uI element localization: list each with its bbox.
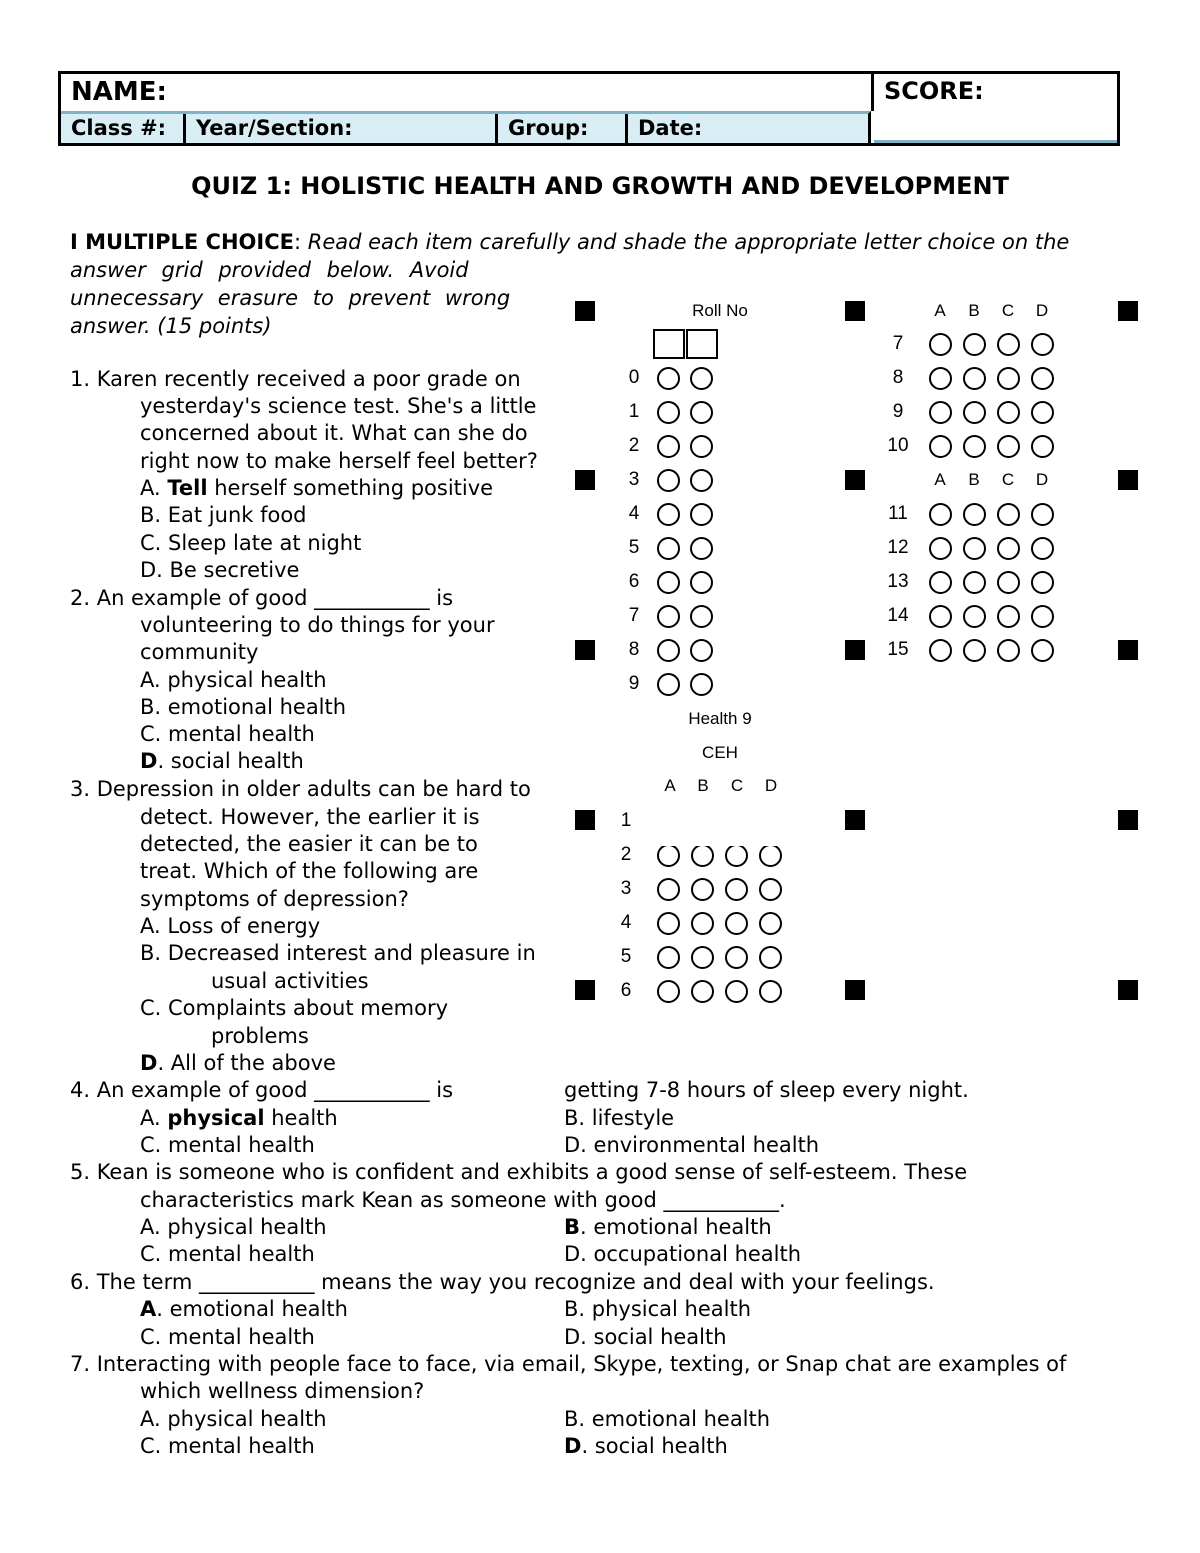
answer-bubble-b[interactable]: [963, 571, 986, 594]
answer-bubble-b[interactable]: [963, 435, 986, 458]
roll-digit-bubble[interactable]: [690, 367, 713, 390]
item-number: 3: [620, 878, 632, 899]
answer-bubble-c[interactable]: [997, 605, 1020, 628]
answer-bubble-c[interactable]: [997, 639, 1020, 662]
answer-bubble-c[interactable]: [997, 571, 1020, 594]
answer-bubble-c[interactable]: [997, 401, 1020, 424]
q7-stem-2: which wellness dimension?: [140, 1379, 425, 1403]
q1-option-a-bold: Tell: [167, 476, 208, 500]
q2-option-a: A. physical health: [140, 668, 327, 692]
registration-mark: [575, 301, 595, 321]
roll-digit-bubble[interactable]: [657, 367, 680, 390]
answer-bubble-b[interactable]: [691, 878, 714, 901]
registration-mark: [1118, 640, 1138, 660]
registration-mark: [845, 640, 865, 660]
answer-bubble-d[interactable]: [759, 980, 782, 1003]
answer-bubble-c[interactable]: [725, 912, 748, 935]
instructions-line-1: [70, 229, 1069, 256]
answer-bubble-a[interactable]: [657, 844, 680, 867]
answer-bubble-d[interactable]: [1031, 435, 1054, 458]
q6-option-c: C. mental health: [140, 1325, 315, 1349]
q6-option-a-letter: A: [140, 1297, 157, 1321]
letter-header: D: [764, 776, 778, 795]
q5-stem-2: characteristics mark Kean as someone with good ___________.: [140, 1188, 786, 1212]
letter-header: B: [697, 776, 709, 795]
answer-bubble-c[interactable]: [997, 503, 1020, 526]
q1-option-a: [140, 475, 493, 502]
letter-header: C: [1001, 301, 1015, 320]
answer-bubble-b[interactable]: [963, 605, 986, 628]
roll-digit-bubble[interactable]: [690, 571, 713, 594]
registration-mark: [845, 301, 865, 321]
q2-stem-2: volunteering to do things for your: [140, 613, 495, 637]
roll-digit-bubble[interactable]: [657, 469, 680, 492]
class-code-label: CEH: [702, 743, 738, 762]
answer-bubble-c[interactable]: [725, 878, 748, 901]
q1-option-a-letter: A.: [140, 476, 168, 500]
answer-bubble-a[interactable]: [657, 878, 680, 901]
instructions-line-2: answer grid provided below. Avoid: [70, 258, 469, 282]
name-label: NAME:: [71, 77, 167, 107]
answer-bubble-b[interactable]: [691, 912, 714, 935]
q1-option-a-text: herself something positive: [207, 476, 494, 500]
roll-no-box-2[interactable]: [686, 329, 718, 359]
quiz-title: QUIZ 1: HOLISTIC HEALTH AND GROWTH AND DEVELOPMENT: [191, 172, 1009, 200]
answer-bubble-c[interactable]: [725, 980, 748, 1003]
item-number: 4: [620, 912, 632, 933]
q1-option-c: C. Sleep late at night: [140, 531, 362, 555]
roll-digit-bubble[interactable]: [657, 639, 680, 662]
roll-digit-bubble[interactable]: [690, 537, 713, 560]
roll-digit-bubble[interactable]: [657, 435, 680, 458]
q5-option-b-text: . emotional health: [580, 1215, 772, 1239]
roll-digit-bubble[interactable]: [690, 639, 713, 662]
q1-stem-2: yesterday's science test. She's a little: [140, 394, 537, 418]
q6-option-a-text: . emotional health: [156, 1297, 348, 1321]
instructions-line-4: answer. (15 points): [70, 314, 272, 338]
q1-stem-1: 1. Karen recently received a poor grade on: [70, 367, 521, 391]
answer-bubble-d[interactable]: [1031, 401, 1054, 424]
q4-stem-1b: getting 7-8 hours of sleep every night.: [564, 1078, 969, 1102]
q3-option-c-2: problems: [211, 1024, 309, 1048]
instructions-part-label: I MULTIPLE CHOICE: [70, 230, 294, 254]
q3-option-b-1: B. Decreased interest and pleasure in: [140, 941, 536, 965]
answer-bubble-a[interactable]: [929, 401, 952, 424]
item-number: 5: [620, 946, 632, 967]
registration-mark: [1118, 980, 1138, 1000]
roll-digit-bubble[interactable]: [657, 401, 680, 424]
answer-bubble-b[interactable]: [691, 946, 714, 969]
year-section-field[interactable]: [183, 114, 495, 143]
q3-option-b-2: usual activities: [211, 969, 369, 993]
item-number: 9: [892, 401, 904, 422]
q7-option-d-text: . social health: [581, 1434, 728, 1458]
answer-bubble-c[interactable]: [725, 946, 748, 969]
q7-option-b: B. emotional health: [564, 1407, 771, 1431]
roll-digit-label: 8: [628, 639, 640, 660]
instructions-line-3: unnecessary erasure to prevent wrong: [70, 286, 511, 310]
date-label: Date:: [638, 116, 703, 140]
q6-option-b: B. physical health: [564, 1297, 752, 1321]
letter-header: A: [934, 301, 946, 320]
roll-digit-label: 3: [628, 469, 640, 490]
registration-mark: [575, 470, 595, 490]
q1-stem-3: concerned about it. What can she do: [140, 421, 528, 445]
answer-bubble-b[interactable]: [963, 639, 986, 662]
roll-digit-label: 5: [628, 537, 640, 558]
instructions-text-1: Read each item carefully and shade the appropriate letter choice on the: [307, 230, 1070, 254]
registration-mark: [845, 470, 865, 490]
q7-option-c: C. mental health: [140, 1434, 315, 1458]
q4-option-a-letter: A.: [140, 1106, 168, 1130]
date-field[interactable]: [625, 114, 868, 143]
q4-option-b: B. lifestyle: [564, 1106, 675, 1130]
q4-option-a: [140, 1105, 338, 1132]
group-field[interactable]: [495, 114, 625, 143]
answer-bubble-d[interactable]: [1031, 367, 1054, 390]
item-number: 6: [620, 980, 632, 1001]
answer-bubble-a[interactable]: [929, 571, 952, 594]
q5-option-b: [564, 1214, 772, 1241]
q2-stem-1: 2. An example of good ___________ is: [70, 586, 454, 610]
answer-bubble-b[interactable]: [963, 401, 986, 424]
answer-bubble-a[interactable]: [929, 503, 952, 526]
roll-digit-label: 1: [628, 401, 640, 422]
answer-bubble-a[interactable]: [929, 537, 952, 560]
q7-option-d-letter: D: [564, 1434, 582, 1458]
answer-bubble-a[interactable]: [657, 946, 680, 969]
answer-bubble-b[interactable]: [963, 503, 986, 526]
item-number: 7: [892, 333, 904, 354]
q3-option-d: [140, 1050, 336, 1077]
registration-mark: [575, 810, 595, 830]
q3-stem-2: detect. However, the earlier it is: [140, 805, 480, 829]
roll-no-label: Roll No: [692, 301, 748, 320]
letter-header: B: [968, 470, 980, 489]
registration-mark: [1118, 301, 1138, 321]
roll-digit-label: 0: [628, 367, 640, 388]
letter-header: A: [934, 470, 946, 489]
registration-mark: [1118, 810, 1138, 830]
score-field[interactable]: [874, 74, 1117, 143]
q5-option-b-letter: B: [564, 1215, 581, 1239]
info-row: [61, 111, 871, 143]
answer-bubble-d[interactable]: [759, 946, 782, 969]
answer-bubble-c[interactable]: [997, 537, 1020, 560]
answer-bubble-c[interactable]: [725, 844, 748, 867]
answer-bubble-d[interactable]: [759, 878, 782, 901]
q3-option-c-1: C. Complaints about memory: [140, 996, 449, 1020]
registration-mark: [845, 980, 865, 1000]
scan-gap: [650, 838, 790, 846]
letter-header: D: [1035, 301, 1049, 320]
q7-option-d: [564, 1433, 728, 1460]
answer-bubble-a[interactable]: [657, 980, 680, 1003]
roll-digit-bubble[interactable]: [657, 537, 680, 560]
q3-option-d-text: . All of the above: [157, 1051, 336, 1075]
q1-option-b: B. Eat junk food: [140, 503, 307, 527]
roll-digit-label: 2: [628, 435, 640, 456]
answer-bubble-a[interactable]: [929, 639, 952, 662]
answer-bubble-a[interactable]: [657, 912, 680, 935]
answer-bubble-d[interactable]: [759, 912, 782, 935]
letter-header: C: [730, 776, 744, 795]
roll-digit-bubble[interactable]: [690, 503, 713, 526]
item-number: 8: [892, 367, 904, 388]
q1-stem-4: right now to make herself feel better?: [140, 449, 538, 473]
answer-bubble-b[interactable]: [691, 844, 714, 867]
q4-option-a-bold: physical: [167, 1106, 265, 1130]
answer-bubble-d[interactable]: [759, 844, 782, 867]
answer-bubble-c[interactable]: [997, 435, 1020, 458]
roll-digit-bubble[interactable]: [690, 673, 713, 696]
registration-mark: [575, 980, 595, 1000]
letter-header: A: [664, 776, 676, 795]
q2-option-d-text: . social health: [157, 749, 304, 773]
answer-bubble-a[interactable]: [929, 605, 952, 628]
roll-no-box-1[interactable]: [653, 329, 685, 359]
q3-option-d-letter: D: [140, 1051, 158, 1075]
roll-digit-bubble[interactable]: [657, 673, 680, 696]
q4-option-a-text: health: [264, 1106, 338, 1130]
q4-option-d: D. environmental health: [564, 1133, 820, 1157]
q2-option-b: B. emotional health: [140, 695, 347, 719]
item-number: 1: [620, 810, 632, 831]
q2-option-c: C. mental health: [140, 722, 315, 746]
roll-digit-label: 9: [628, 673, 640, 694]
answer-bubble-a[interactable]: [929, 367, 952, 390]
roll-digit-bubble[interactable]: [657, 571, 680, 594]
q5-stem-1: 5. Kean is someone who is confident and exhibits a good sense of self-esteem. These: [70, 1160, 968, 1184]
answer-bubble-d[interactable]: [1031, 333, 1054, 356]
registration-mark: [845, 810, 865, 830]
letter-header: C: [1001, 470, 1015, 489]
q6-option-a: [140, 1296, 348, 1323]
name-field[interactable]: [61, 74, 874, 111]
score-underline: [874, 140, 1117, 143]
year-section-label: Year/Section:: [196, 116, 353, 140]
answer-bubble-d[interactable]: [1031, 571, 1054, 594]
q6-option-d: D. social health: [564, 1325, 727, 1349]
q4-stem-1a: 4. An example of good ___________ is: [70, 1078, 454, 1102]
item-number: 14: [887, 605, 909, 626]
q5-option-d: D. occupational health: [564, 1242, 802, 1266]
answer-bubble-b[interactable]: [691, 980, 714, 1003]
letter-header: B: [968, 301, 980, 320]
q2-option-d: [140, 748, 304, 775]
subject-label: Health 9: [688, 709, 752, 728]
q3-stem-3: detected, the easier it can be to: [140, 832, 478, 856]
q2-option-d-letter: D: [140, 749, 158, 773]
letter-header: D: [1035, 470, 1049, 489]
q7-option-a: A. physical health: [140, 1407, 327, 1431]
answer-bubble-d[interactable]: [1031, 537, 1054, 560]
student-info-header: [58, 71, 1120, 146]
clipped-letter-headers: [650, 776, 790, 795]
answer-bubble-c[interactable]: [997, 333, 1020, 356]
answer-bubble-b[interactable]: [963, 537, 986, 560]
roll-digit-bubble[interactable]: [690, 401, 713, 424]
item-number: 13: [887, 571, 909, 592]
item-number: 2: [620, 844, 632, 865]
item-number: 15: [887, 639, 909, 660]
roll-digit-label: 4: [628, 503, 640, 524]
q6-stem-1: 6. The term ___________ means the way you recognize and deal with your feelings.: [70, 1270, 935, 1294]
class-number-label: Class #:: [71, 116, 167, 140]
answer-bubble-b[interactable]: [963, 333, 986, 356]
registration-mark: [575, 640, 595, 660]
roll-digit-bubble[interactable]: [690, 469, 713, 492]
answer-bubble-d[interactable]: [1031, 503, 1054, 526]
group-label: Group:: [508, 116, 589, 140]
roll-digit-bubble[interactable]: [657, 605, 680, 628]
q3-stem-1: 3. Depression in older adults can be hard to: [70, 777, 531, 801]
q3-stem-5: symptoms of depression?: [140, 887, 409, 911]
q5-option-c: C. mental health: [140, 1242, 315, 1266]
item-number: 10: [887, 435, 909, 456]
answer-bubble-d[interactable]: [1031, 639, 1054, 662]
item-number: 11: [888, 503, 908, 524]
roll-digit-label: 7: [628, 605, 640, 626]
roll-digit-bubble[interactable]: [657, 503, 680, 526]
item-number: 12: [887, 537, 909, 558]
q3-option-a: A. Loss of energy: [140, 914, 321, 938]
answer-bubble-b[interactable]: [963, 367, 986, 390]
q1-option-d: D. Be secretive: [140, 558, 300, 582]
roll-digit-bubble[interactable]: [690, 605, 713, 628]
q2-stem-3: community: [140, 640, 259, 664]
q7-stem-1: 7. Interacting with people face to face, via email, Skype, texting, or Snap chat are examples of: [70, 1352, 1067, 1376]
answer-bubble-c[interactable]: [997, 367, 1020, 390]
instructions-colon: :: [293, 230, 302, 254]
score-label: SCORE:: [884, 77, 984, 105]
answer-bubble-a[interactable]: [929, 333, 952, 356]
class-number-field[interactable]: [61, 114, 183, 143]
q4-option-c: C. mental health: [140, 1133, 315, 1157]
roll-digit-bubble[interactable]: [690, 435, 713, 458]
q5-option-a: A. physical health: [140, 1215, 327, 1239]
registration-mark: [1118, 470, 1138, 490]
answer-bubble-d[interactable]: [1031, 605, 1054, 628]
q3-stem-4: treat. Which of the following are: [140, 859, 479, 883]
roll-digit-label: 6: [628, 571, 640, 592]
answer-bubble-a[interactable]: [929, 435, 952, 458]
